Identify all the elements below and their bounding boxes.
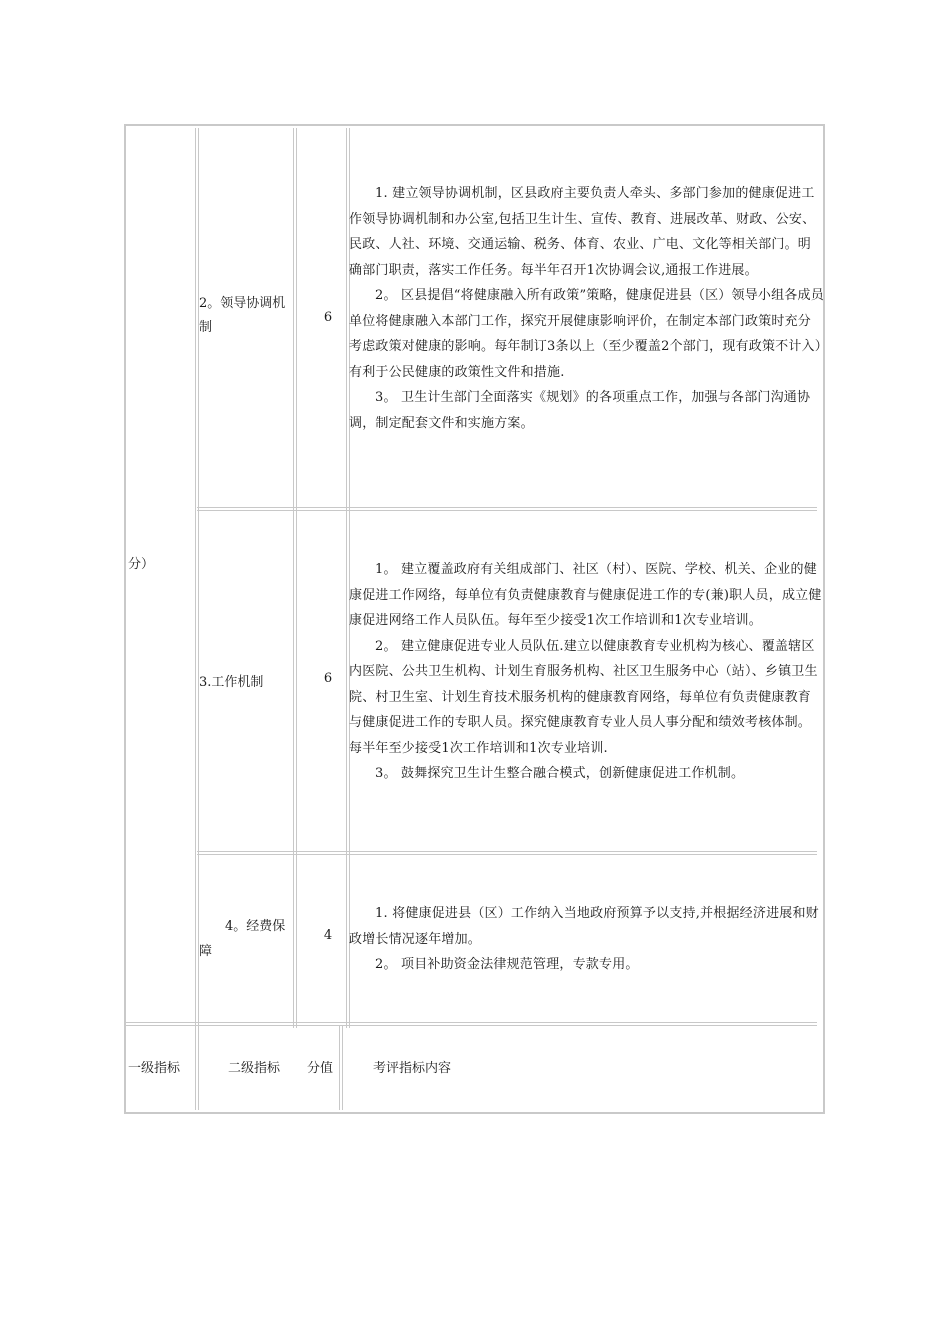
score-cell-leadership: 6 [323,310,333,325]
row-divider-1 [197,507,817,511]
level2-cell-funding: 4。经费保障 [199,919,286,959]
level2-cell-leadership: 2。领导协调机制 [199,296,286,335]
header-score: 分值 [307,1061,334,1076]
score-cell-funding: 4 [323,928,333,943]
paragraph: 2。 项目补助资金法律规范管理，专款专用。 [375,957,639,972]
col-divider-3-header [339,1026,343,1110]
content-cell-work-mechanism [349,557,824,787]
col-divider-2 [293,128,297,1028]
level2-cell-work-mechanism: 3.工作机制 [199,675,264,690]
header-content: 考评指标内容 [373,1061,452,1076]
row-divider-3 [126,1022,817,1026]
header-level1: 一级指标 [128,1061,181,1076]
paragraph: 1. 建立领导协调机制，区县政府主要负责人牵头、多部门参加的健康促进工作领导协调机制和办公室,包括卫生计生、宣传、教育、进展改革、财政、公安、民政、人社、环境、交通运输、税务、体育、农业、广电、文化等相关部门。明确部门职责，落实工作任务。每半年召开1次协调会议,通报工作进展。 [349,186,816,278]
header-level2: 二级指标 [228,1061,281,1076]
paragraph: 3。 鼓舞探究卫生计生整合融合模式，创新健康促进工作机制。 [375,766,745,781]
paragraph: 2。 区县提倡“将健康融入所有政策”策略，健康促进县（区）领导小组各成员单位将健康融入本部门工作，探究开展健康影响评价，在制定本部门政策时充分考虑政策对健康的影响。每年制订3条以上（至少覆盖2个部门，现有政策不计入）有利于公民健康的政策性文件和措施. [349,288,824,380]
paragraph: 1. 将健康促进县（区）工作纳入当地政府预算予以支持,并根据经济进展和财政增长情况逐年增加。 [349,906,819,947]
score-cell-work-mechanism: 6 [323,671,333,686]
content-cell-leadership [349,181,824,436]
content-cell-funding [349,901,824,978]
paragraph: 3。 卫生计生部门全面落实《规划》的各项重点工作，加强与各部门沟通协调，制定配套文件和实施方案。 [349,390,811,431]
level1-cell-fragment: 分） [128,557,155,572]
row-divider-2 [197,851,817,855]
paragraph: 2。 建立健康促进专业人员队伍.建立以健康教育专业机构为核心、覆盖辖区内医院、公共卫生机构、计划生育服务机构、社区卫生服务中心（站）、乡镇卫生院、村卫生室、计划生育技术服务机构的健康教育网络，每单位有负责健康教育与健康促进工作的专职人员。探究健康教育专业人员人事分配和绩效考核体制。每半年至少接受1次工作培训和1次专业培训. [349,638,818,756]
paragraph: 1。 建立覆盖政府有关组成部门、社区（村）、医院、学校、机关、企业的健康促进工作网络，每单位有负责健康教育与健康促进工作的专(兼)职人员，成立健康促进网络工作人员队伍。每年至少接受1次工作培训和1次专业培训。 [349,562,822,628]
